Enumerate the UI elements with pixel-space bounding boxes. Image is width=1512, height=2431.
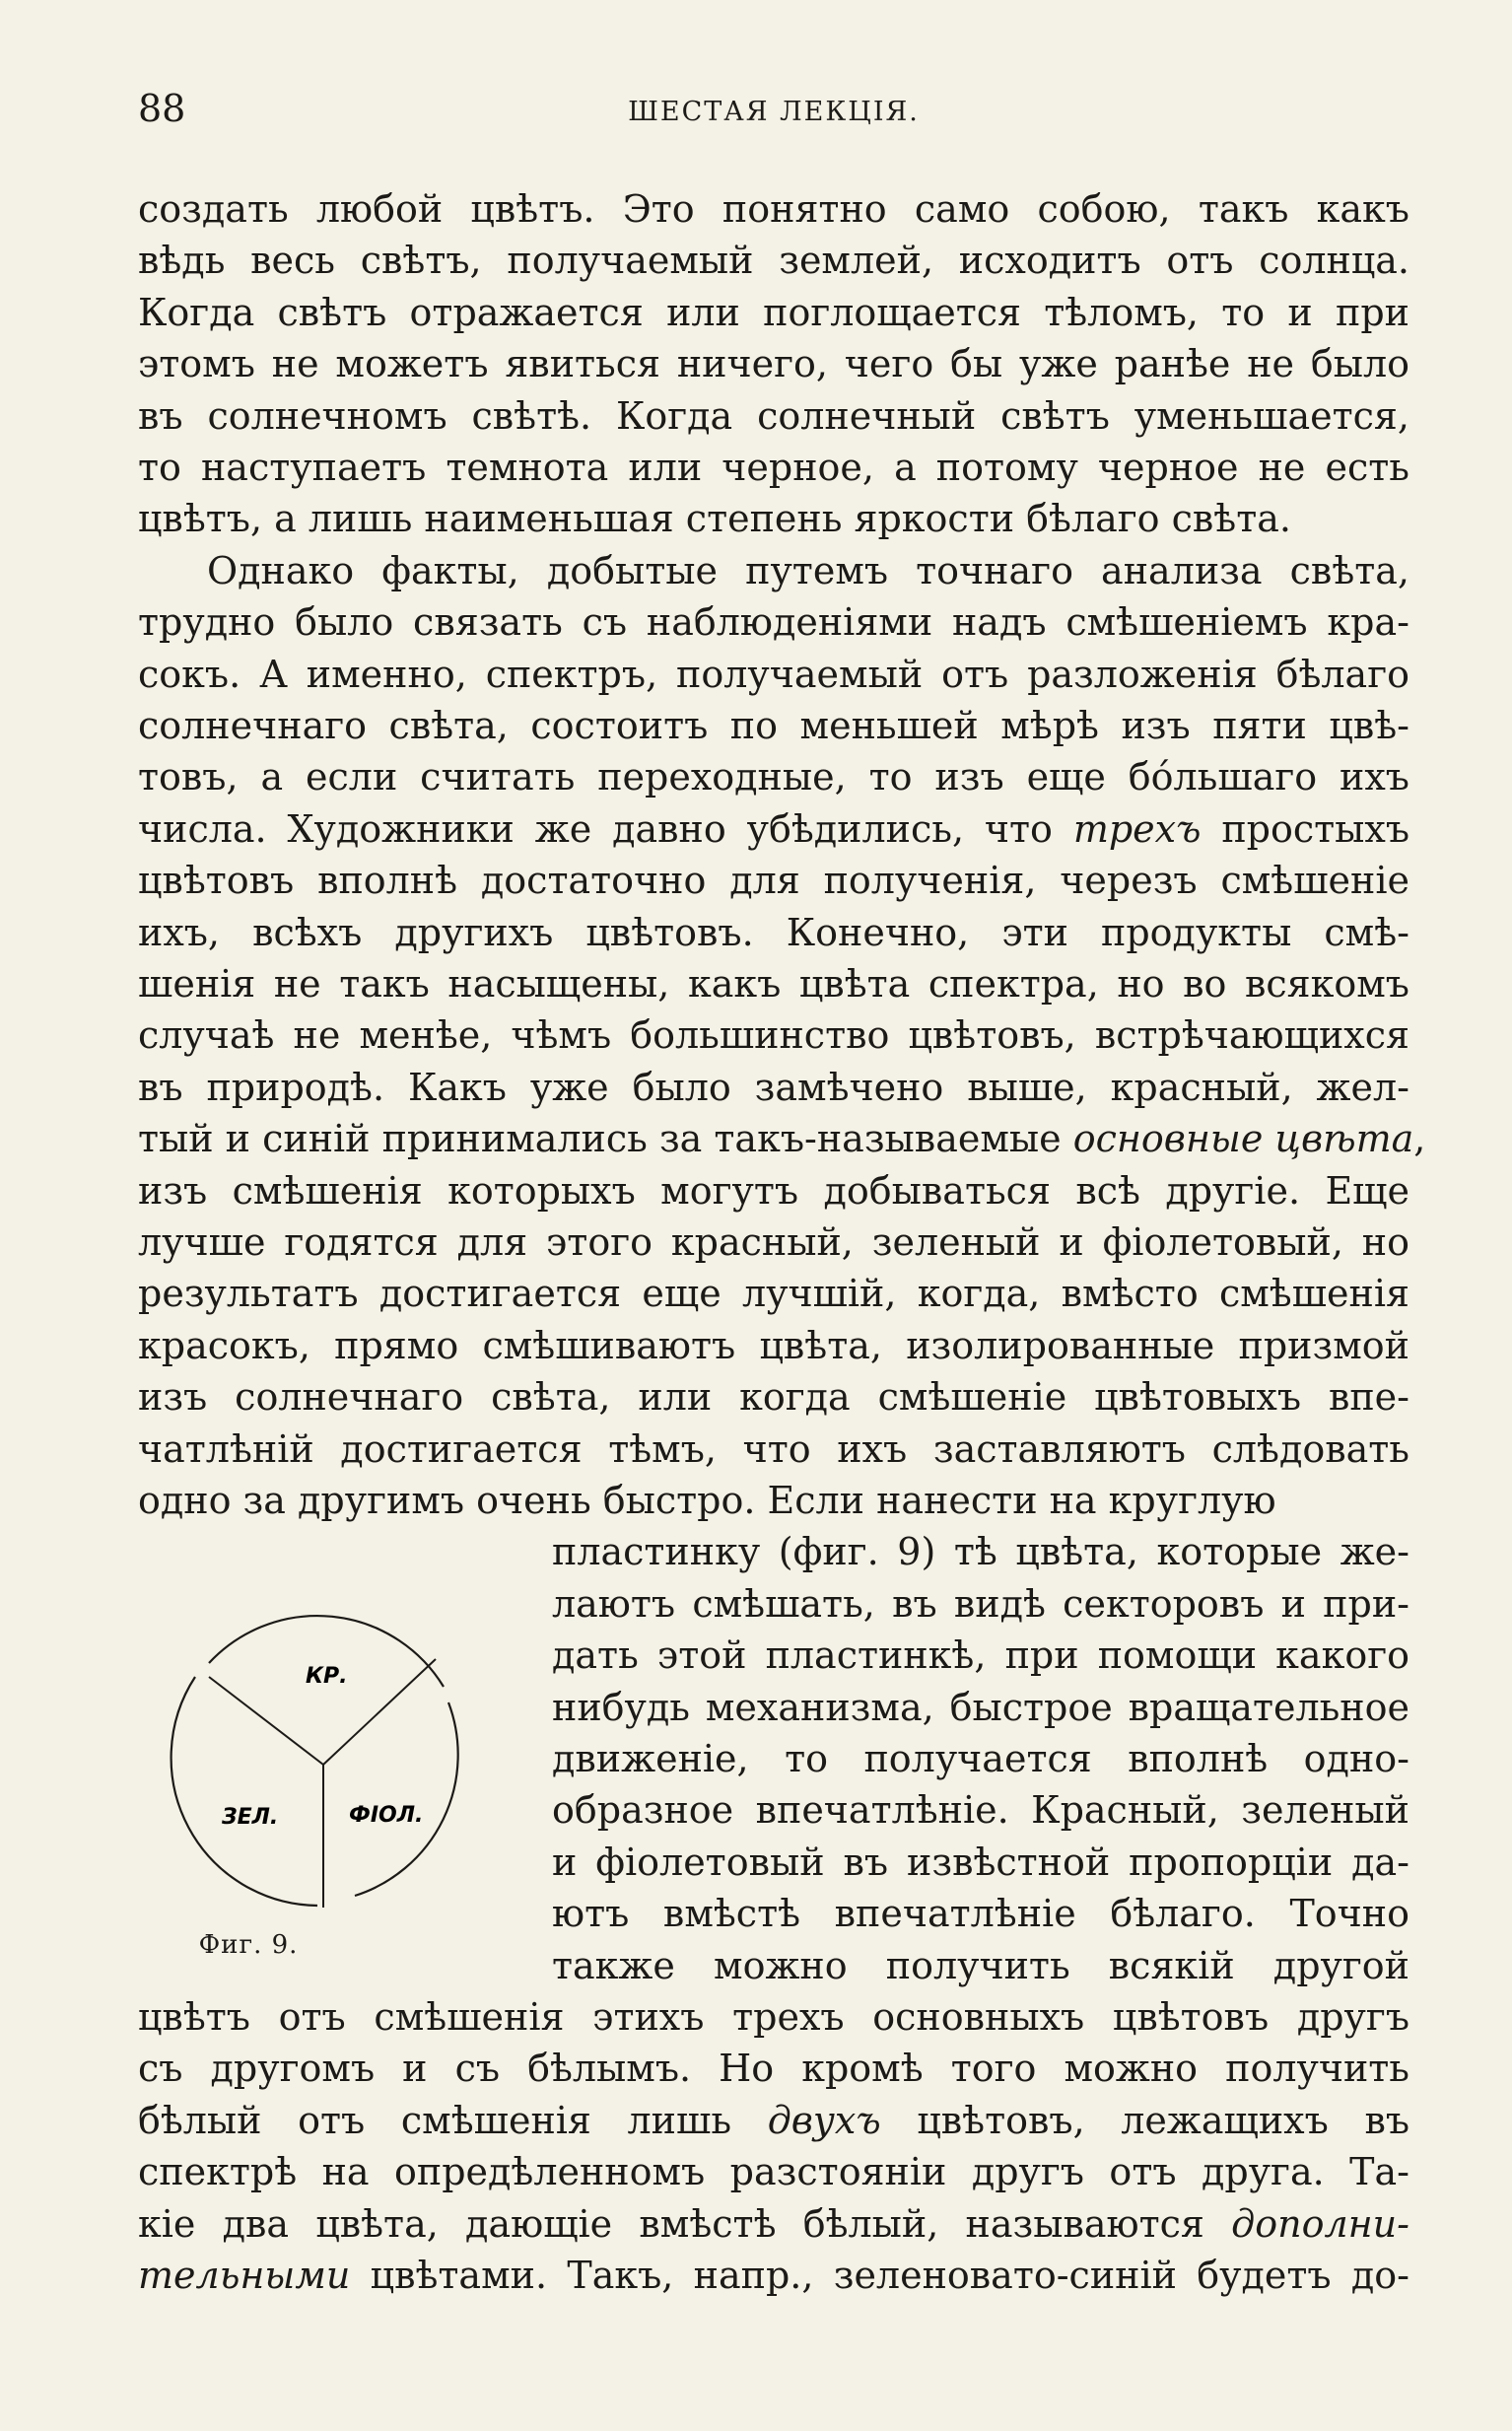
text-line: лаютъ смѣшать, въ видѣ секторовъ и при- xyxy=(552,1582,1409,1626)
text-line xyxy=(138,2095,1409,2146)
text-segment: бѣлый отъ смѣшенія лишь xyxy=(138,2099,768,2142)
text-line xyxy=(138,2250,1409,2301)
text-segment: основные цвѣта xyxy=(1072,1117,1414,1160)
text-line: результатъ достигается еще лучшій, когда, вмѣсто смѣшенія xyxy=(138,1272,1409,1315)
text-line: Однако факты, добытые путемъ точнаго анализа свѣта, xyxy=(207,549,1409,592)
text-segment: двухъ xyxy=(767,2099,881,2142)
text-line: спектрѣ на опредѣленномъ разстояніи другъ отъ друга. Та- xyxy=(138,2150,1409,2193)
text-line: случаѣ не менѣе, чѣмъ большинство цвѣтовъ, встрѣчающихся xyxy=(138,1013,1409,1057)
text-line: создать любой цвѣтъ. Это понятно само собою, такъ какъ xyxy=(138,187,1409,231)
text-line: одно за другимъ очень быстро. Если нанести на круглую xyxy=(138,1479,1276,1522)
page-number: 88 xyxy=(138,87,186,130)
disk-outline xyxy=(172,1677,317,1906)
text-segment: числа. Художники же давно убѣдились, что xyxy=(138,807,1073,851)
text-line: изъ смѣшенія которыхъ могутъ добываться всѣ другіе. Еще xyxy=(138,1169,1409,1213)
text-line: ихъ, всѣхъ другихъ цвѣтовъ. Конечно, эти продукты смѣ- xyxy=(138,911,1409,954)
text-line: товъ, а если считать переходные, то изъ еще бóльшаго ихъ xyxy=(138,755,1409,799)
running-head: ШЕСТАЯ ЛЕКЦІЯ. xyxy=(628,97,920,127)
page-header xyxy=(138,87,1409,136)
sector-divider xyxy=(209,1677,323,1765)
text-segment: простыхъ xyxy=(1201,807,1410,851)
text-segment: тый и синій принимались за такъ-называемые xyxy=(138,1117,1073,1160)
text-line: цвѣтовъ вполнѣ достаточно для полученія, черезъ смѣшеніе xyxy=(138,859,1409,902)
text-line: сокъ. А именно, спектръ, получаемый отъ разложенія бѣлаго xyxy=(138,653,1409,696)
text-line: въ солнечномъ свѣтѣ. Когда солнечный свѣтъ уменьшается, xyxy=(138,394,1409,438)
text-line: ютъ вмѣстѣ впечатлѣніе бѣлаго. Точно xyxy=(552,1892,1409,1935)
text-segment: кіе два цвѣта, дающіе вмѣстѣ бѣлый, называются xyxy=(138,2202,1232,2246)
text-line: образное впечатлѣніе. Красный, зеленый xyxy=(552,1788,1409,1832)
text-line: красокъ, прямо смѣшиваютъ цвѣта, изолированные призмой xyxy=(138,1324,1409,1367)
text-line: также можно получить всякій другой xyxy=(552,1944,1409,1987)
figure-caption: Фиг. 9. xyxy=(198,1930,299,1960)
text-segment: , xyxy=(1413,1117,1426,1160)
text-line: чатлѣній достигается тѣмъ, что ихъ заставляютъ слѣдовать xyxy=(138,1427,1409,1471)
text-line xyxy=(138,2198,1409,2250)
text-line: то наступаетъ темнота или черное, а потому черное не есть xyxy=(138,446,1409,489)
text-line: пластинку (фиг. 9) тѣ цвѣта, которые же- xyxy=(552,1530,1409,1573)
text-line: вѣдь весь свѣтъ, получаемый землей, исходитъ отъ солнца. xyxy=(138,239,1409,282)
text-segment: цвѣтами. Такъ, напр., зеленовато-синій будетъ до- xyxy=(350,2254,1409,2297)
text-line: Когда свѣтъ отражается или поглощается тѣломъ, то и при xyxy=(138,291,1409,334)
text-segment: цвѣтовъ, лежащихъ въ xyxy=(880,2099,1410,2142)
text-line: съ другомъ и съ бѣлымъ. Но кромѣ того можно получить xyxy=(138,2047,1409,2090)
text-line: въ природѣ. Какъ уже было замѣчено выше, красный, жел- xyxy=(138,1066,1409,1109)
text-line: движеніе, то получается вполнѣ одно- xyxy=(552,1737,1409,1780)
text-line: дать этой пластинкѣ, при помощи какого xyxy=(552,1633,1409,1677)
text-line: этомъ не можетъ явиться ничего, чего бы уже ранѣе не было xyxy=(138,342,1409,385)
text-segment: дополни- xyxy=(1231,2202,1409,2246)
text-line: лучше годятся для этого красный, зеленый и фіолетовый, но xyxy=(138,1220,1409,1264)
text-segment: тельными xyxy=(138,2254,351,2297)
text-line xyxy=(138,803,1409,855)
sector-label-violet: ФIОЛ. xyxy=(349,1803,424,1828)
color-disk-diagram xyxy=(158,1592,493,1917)
text-line: цвѣтъ, а лишь наименьшая степень яркости бѣлаго свѣта. xyxy=(138,497,1291,540)
text-line: шенія не такъ насыщены, какъ цвѣта спектра, но во всякомъ xyxy=(138,962,1409,1006)
text-line: изъ солнечнаго свѣта, или когда смѣшеніе цвѣтовыхъ впе- xyxy=(138,1375,1409,1419)
text-line: солнечнаго свѣта, состоитъ по меньшей мѣрѣ изъ пяти цвѣ- xyxy=(138,704,1409,747)
text-line: трудно было связать съ наблюденіями надъ смѣшеніемъ кра- xyxy=(138,600,1409,644)
sector-label-green: ЗЕЛ. xyxy=(222,1805,279,1830)
text-line: цвѣтъ отъ смѣшенія этихъ трехъ основныхъ цвѣтовъ другъ xyxy=(138,1995,1409,2039)
text-line: нибудь механизма, быстрое вращательное xyxy=(552,1686,1409,1729)
text-line xyxy=(138,1113,1426,1164)
text-segment: трехъ xyxy=(1072,807,1202,851)
text-line: и фіолетовый въ извѣстной пропорціи да- xyxy=(552,1841,1409,1884)
disk-outline xyxy=(355,1702,458,1896)
sector-label-red: КР. xyxy=(306,1664,348,1689)
